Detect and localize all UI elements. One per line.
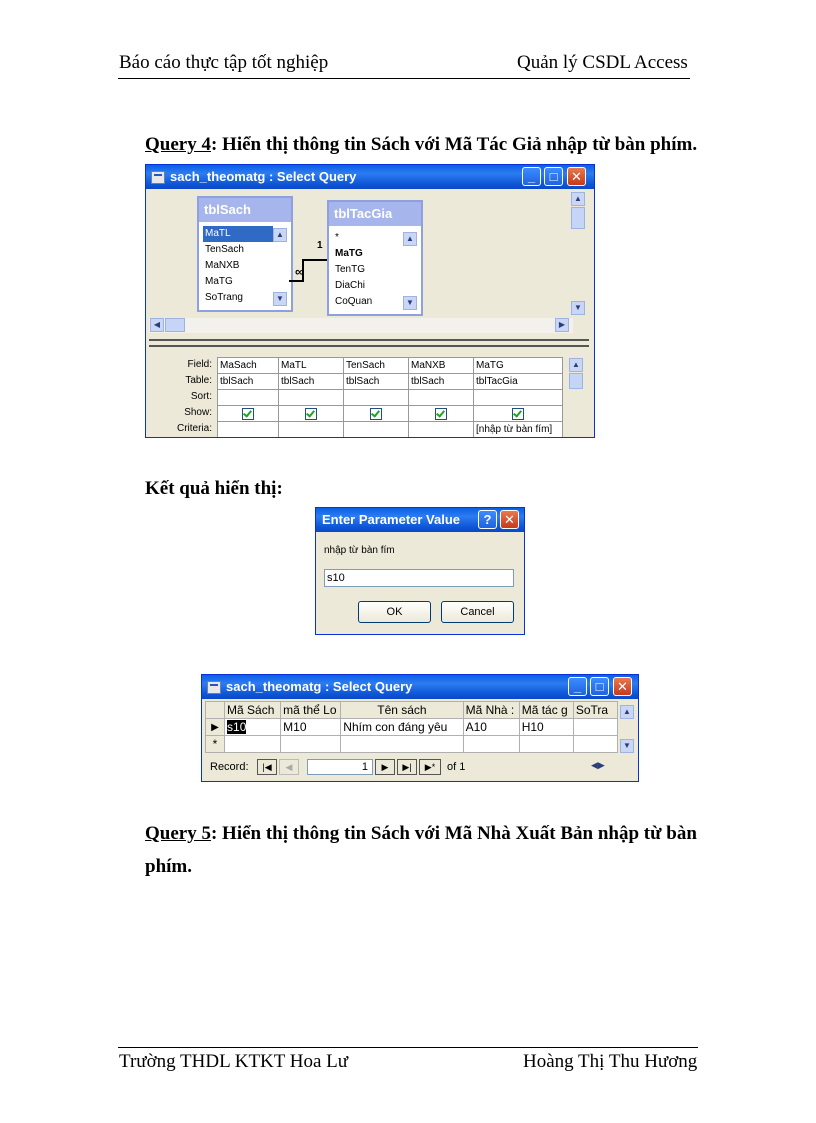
scroll-left-icon[interactable]: ◀ bbox=[150, 318, 164, 332]
grid-cell[interactable]: [nhập từ bàn fím] bbox=[474, 422, 563, 438]
cell[interactable] bbox=[341, 736, 463, 753]
datasheet-header-row bbox=[206, 702, 618, 719]
horizontal-scroll-icon[interactable]: ◀▶ bbox=[591, 760, 605, 770]
footer-right: Hoàng Thị Thu Hương bbox=[523, 1051, 698, 1072]
next-record-icon[interactable]: ▶ bbox=[375, 759, 395, 775]
grid-row-sort bbox=[218, 390, 563, 406]
row-selector-corner[interactable] bbox=[206, 702, 225, 719]
query-app-icon bbox=[207, 681, 221, 694]
field-item[interactable]: SoTrang bbox=[205, 292, 243, 303]
column-header[interactable]: Mã Nhà : bbox=[463, 702, 519, 719]
grid-cell[interactable] bbox=[279, 422, 344, 438]
result-titlebar bbox=[202, 675, 638, 699]
grid-cell[interactable] bbox=[409, 422, 474, 438]
close-button[interactable]: ✕ bbox=[613, 677, 632, 696]
grid-cell[interactable]: MaNXB bbox=[409, 358, 474, 374]
row-label-criteria: Criteria: bbox=[176, 423, 212, 434]
record-count: of 1 bbox=[447, 761, 466, 773]
grid-cell bbox=[474, 406, 563, 422]
ok-button[interactable]: OK bbox=[358, 601, 431, 623]
field-item[interactable]: TenSach bbox=[205, 244, 244, 255]
column-header[interactable]: SoTra bbox=[573, 702, 617, 719]
record-navigator bbox=[205, 759, 619, 777]
cell[interactable] bbox=[281, 736, 341, 753]
show-checkbox[interactable] bbox=[305, 408, 317, 420]
minimize-button[interactable]: _ bbox=[568, 677, 587, 696]
footer-divider bbox=[118, 1047, 698, 1048]
row-label-field: Field: bbox=[187, 359, 212, 370]
field-item[interactable]: MaTL bbox=[203, 226, 273, 242]
row-label-table: Table: bbox=[185, 375, 212, 386]
cell[interactable]: Nhím con đáng yêu bbox=[341, 719, 463, 736]
query-design-window bbox=[145, 164, 595, 438]
scroll-down-icon[interactable]: ▼ bbox=[571, 301, 585, 315]
prompt-label: nhập từ bàn fím bbox=[324, 545, 395, 556]
grid-cell[interactable] bbox=[344, 422, 409, 438]
dialog-title: Enter Parameter Value bbox=[322, 512, 461, 527]
grid-row-field bbox=[218, 358, 563, 374]
new-record-marker[interactable]: * bbox=[206, 736, 225, 753]
vertical-scroll-thumb[interactable] bbox=[571, 207, 585, 229]
cell[interactable]: A10 bbox=[463, 719, 519, 736]
column-header[interactable]: Tên sách bbox=[341, 702, 463, 719]
first-record-icon[interactable]: |◀ bbox=[257, 759, 277, 775]
table-tblsach-title: tblSach bbox=[199, 198, 291, 222]
grid-cell[interactable] bbox=[409, 390, 474, 406]
grid-cell[interactable]: MaTG bbox=[474, 358, 563, 374]
design-titlebar bbox=[146, 165, 594, 189]
new-record-row bbox=[206, 736, 618, 753]
design-window-title: sach_theomatg : Select Query bbox=[170, 169, 357, 184]
table-tbltacgia[interactable] bbox=[327, 200, 423, 316]
cell[interactable]: H10 bbox=[519, 719, 573, 736]
result-label: Kết quả hiển thị: bbox=[145, 478, 283, 499]
grid-cell[interactable]: tblSach bbox=[344, 374, 409, 390]
tbltacgia-field-list[interactable] bbox=[333, 230, 403, 310]
grid-cell[interactable] bbox=[279, 390, 344, 406]
grid-cell[interactable]: MaSach bbox=[218, 358, 279, 374]
field-item[interactable]: MaTG bbox=[335, 248, 363, 259]
parameter-dialog bbox=[315, 507, 525, 635]
query-app-icon bbox=[151, 171, 165, 184]
selected-cell-value: s10 bbox=[227, 720, 247, 734]
row-label-sort: Sort: bbox=[190, 391, 212, 402]
minimize-button[interactable]: _ bbox=[522, 167, 541, 186]
table-tbltacgia-title: tblTacGia bbox=[329, 202, 421, 226]
query5-heading bbox=[145, 823, 705, 845]
cell[interactable] bbox=[573, 736, 617, 753]
header-left: Báo cáo thực tập tốt nghiệp bbox=[119, 52, 329, 73]
relation-many-label: ∞ bbox=[295, 264, 305, 279]
close-button[interactable]: ✕ bbox=[500, 510, 519, 529]
grid-cell[interactable] bbox=[218, 390, 279, 406]
relation-one-label: 1 bbox=[317, 240, 323, 251]
footer-left: Trường THDL KTKT Hoa Lư bbox=[119, 1051, 349, 1072]
design-grid bbox=[217, 357, 563, 438]
scroll-right-icon[interactable]: ▶ bbox=[555, 318, 569, 332]
grid-cell bbox=[409, 406, 474, 422]
query5-heading-cont: phím. bbox=[145, 856, 192, 877]
cell-masach[interactable] bbox=[225, 719, 281, 736]
datasheet bbox=[205, 701, 618, 753]
scroll-up-icon[interactable]: ▲ bbox=[620, 705, 634, 719]
record-number-field[interactable]: 1 bbox=[307, 759, 373, 775]
close-button[interactable]: ✕ bbox=[567, 167, 586, 186]
table-tblsach[interactable] bbox=[197, 196, 293, 312]
grid-scroll-thumb[interactable] bbox=[569, 373, 583, 389]
help-button[interactable]: ? bbox=[478, 510, 497, 529]
grid-cell bbox=[344, 406, 409, 422]
maximize-button[interactable]: □ bbox=[590, 677, 609, 696]
query5-text: : Hiển thị thông tin Sách với Mã Nhà Xuất Bản nhập từ bàn bbox=[210, 823, 697, 844]
cell[interactable] bbox=[519, 736, 573, 753]
parameter-input[interactable]: s10 bbox=[324, 569, 514, 587]
field-item[interactable]: MaTG bbox=[205, 276, 233, 287]
grid-row-show bbox=[218, 406, 563, 422]
grid-row-table bbox=[218, 374, 563, 390]
show-checkbox[interactable] bbox=[370, 408, 382, 420]
field-item[interactable]: CoQuan bbox=[335, 296, 373, 307]
show-checkbox[interactable] bbox=[435, 408, 447, 420]
header-right: Quản lý CSDL Access bbox=[517, 52, 688, 73]
cell[interactable] bbox=[225, 736, 281, 753]
previous-record-icon[interactable]: ◀ bbox=[279, 759, 299, 775]
tblsach-field-list[interactable] bbox=[203, 226, 273, 306]
field-item[interactable]: MaNXB bbox=[205, 260, 240, 271]
field-item[interactable]: DiaChi bbox=[335, 280, 366, 291]
grid-cell[interactable]: TenSach bbox=[344, 358, 409, 374]
cell[interactable] bbox=[573, 719, 617, 736]
table-row bbox=[206, 719, 618, 736]
grid-row-criteria bbox=[218, 422, 563, 438]
scroll-down-icon[interactable]: ▼ bbox=[403, 296, 417, 310]
column-header[interactable]: mã thể Lo bbox=[281, 702, 341, 719]
current-record-arrow-icon[interactable]: ▶ bbox=[206, 719, 225, 736]
pane-splitter[interactable] bbox=[149, 339, 589, 347]
grid-cell[interactable]: tblSach bbox=[409, 374, 474, 390]
scroll-down-icon[interactable]: ▼ bbox=[620, 739, 634, 753]
grid-cell[interactable]: tblSach bbox=[218, 374, 279, 390]
show-checkbox[interactable] bbox=[242, 408, 254, 420]
cell[interactable]: M10 bbox=[281, 719, 341, 736]
grid-cell[interactable] bbox=[474, 390, 563, 406]
grid-cell[interactable]: tblTacGia bbox=[474, 374, 563, 390]
cell[interactable] bbox=[463, 736, 519, 753]
last-record-icon[interactable]: ▶| bbox=[397, 759, 417, 775]
horizontal-scrollbar[interactable] bbox=[149, 318, 573, 333]
dialog-titlebar bbox=[316, 508, 524, 532]
maximize-button[interactable]: □ bbox=[544, 167, 563, 186]
query5-label: Query 5 bbox=[145, 823, 211, 844]
result-window bbox=[201, 674, 639, 782]
show-checkbox[interactable] bbox=[512, 408, 524, 420]
field-item[interactable]: TenTG bbox=[335, 264, 366, 275]
scroll-up-icon[interactable]: ▲ bbox=[403, 232, 417, 246]
cancel-button[interactable]: Cancel bbox=[441, 601, 514, 623]
query4-text: : Hiển thị thông tin Sách với Mã Tác Giả nhập từ bàn phím. bbox=[210, 134, 698, 155]
scroll-up-icon[interactable]: ▲ bbox=[569, 358, 583, 372]
grid-cell[interactable]: MaTL bbox=[279, 358, 344, 374]
field-item[interactable]: * bbox=[335, 232, 339, 243]
query4-heading bbox=[145, 134, 697, 156]
grid-cell bbox=[279, 406, 344, 422]
grid-cell[interactable] bbox=[344, 390, 409, 406]
column-header[interactable]: Mã tác g bbox=[519, 702, 573, 719]
scroll-up-icon[interactable]: ▲ bbox=[273, 228, 287, 242]
header-divider bbox=[118, 78, 690, 79]
result-window-title: sach_theomatg : Select Query bbox=[226, 679, 413, 694]
horizontal-scroll-thumb[interactable] bbox=[165, 318, 185, 332]
scroll-down-icon[interactable]: ▼ bbox=[273, 292, 287, 306]
new-record-icon[interactable]: ▶* bbox=[419, 759, 441, 775]
query4-label: Query 4 bbox=[145, 134, 211, 155]
scroll-up-icon[interactable]: ▲ bbox=[571, 192, 585, 206]
column-header[interactable]: Mã Sách bbox=[225, 702, 281, 719]
grid-cell[interactable]: tblSach bbox=[279, 374, 344, 390]
record-label: Record: bbox=[210, 761, 249, 773]
grid-cell[interactable] bbox=[218, 422, 279, 438]
row-label-show: Show: bbox=[184, 407, 212, 418]
grid-cell bbox=[218, 406, 279, 422]
